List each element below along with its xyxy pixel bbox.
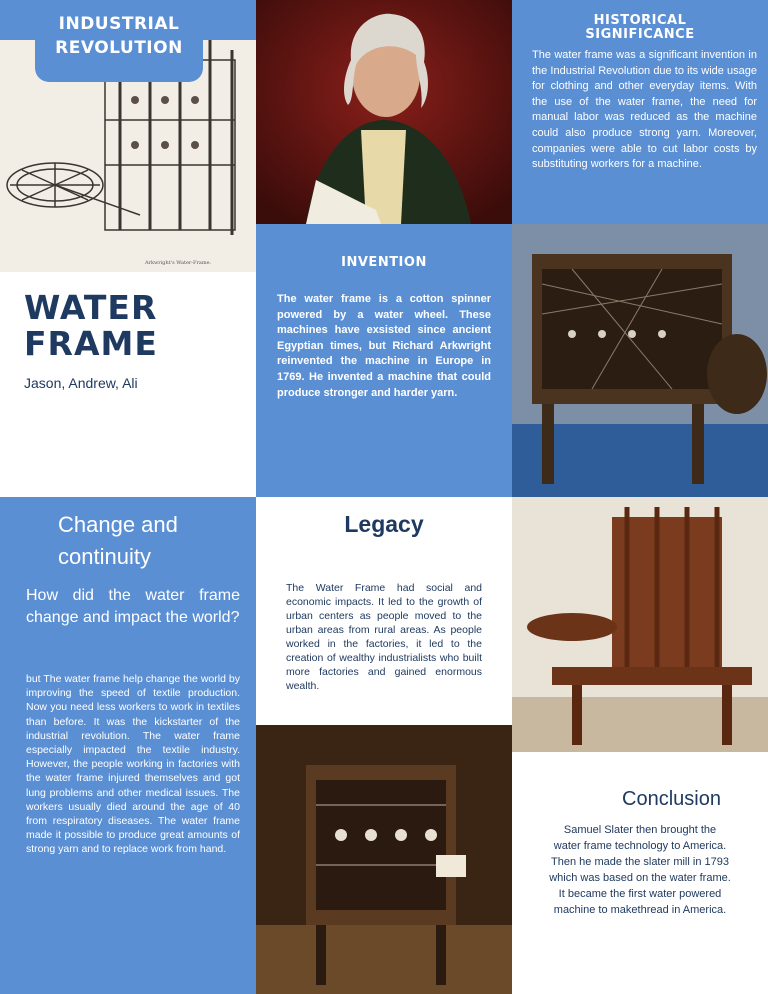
wooden-machine-photo	[512, 224, 768, 497]
arkwright-portrait	[256, 0, 512, 224]
engraving-caption: Arkwright's Water-Frame.	[145, 260, 212, 266]
invention-body: The water frame is a cotton spinner powered by a water wheel. These machines have exsisted since ancient Egyptian times, but Richard Arkwright reinvented the machine in Europe in 1769. He invented a machine that could produce stronger and harder yarn.	[277, 293, 491, 399]
main-title	[24, 290, 158, 362]
historical-body: The water frame was a significant invention in the Industrial Revolution due to its wide usage for clothing and other everyday items. With the use of the water frame, the need for manual labor was reduced as the machine could also produce strong yarn. Moreover, companies were able to cut labor costs by substituting workers for a machine.	[532, 49, 757, 171]
main-title-line-2: FRAME	[24, 324, 158, 363]
conclusion-block	[512, 752, 768, 994]
historical-heading-2: SIGNIFICANCE	[585, 27, 695, 42]
authors: Jason, Andrew, Ali	[24, 375, 138, 391]
conclusion-line: It became the first water powered	[558, 888, 722, 900]
historical-block	[512, 0, 768, 224]
conclusion-line: which was based on the water frame.	[549, 872, 731, 884]
change-block	[0, 497, 256, 994]
historical-heading-1: HISTORICAL	[593, 13, 687, 28]
main-title-line-1: WATER	[24, 288, 158, 327]
conclusion-heading: Conclusion	[622, 788, 721, 810]
main-title-block	[0, 272, 256, 497]
title-line-1: INDUSTRIAL	[58, 14, 180, 34]
conclusion-body	[512, 822, 768, 918]
invention-heading: INVENTION	[341, 255, 427, 270]
portrait-image	[256, 0, 512, 224]
change-heading-1: Change and	[58, 512, 178, 537]
machine-photo-3	[256, 725, 512, 994]
change-heading	[58, 509, 178, 573]
legacy-body: The Water Frame had social and economic impacts. It led to the growth of urban centers as people moved to the urban areas from rural areas. As people worked in the factories, it led to the creation of wealthy industrialists who built more factories and gained enormous wealth.	[286, 582, 482, 692]
historical-heading	[512, 14, 768, 42]
change-body: but The water frame help change the world by improving the speed of textile production. Now you need less workers to work in textiles than before. It was the kickstarter of the industrial revolution. The water frame especially impacted the textile industry. However, the people working in factories with the water frame injured themselves and got lung problems and other medical issues. The workers usually died around the age of 40 from respiratory diseases. The water frame made it possible to produce great amounts of strong yarn and to replace work from hand.	[26, 673, 240, 856]
title-line-2: REVOLUTION	[55, 38, 183, 58]
legacy-heading: Legacy	[344, 511, 424, 537]
change-heading-2: continuity	[58, 544, 151, 569]
conclusion-line: machine to makethread in America.	[553, 904, 727, 916]
museum-machine-photo	[256, 725, 512, 994]
legacy-block	[256, 497, 512, 725]
machine-photo-2	[512, 497, 768, 752]
title-tab-text	[40, 12, 198, 60]
conclusion-line: water frame technology to America.	[553, 840, 727, 852]
conclusion-line: Then he made the slater mill in 1793	[551, 856, 729, 868]
invention-block	[256, 224, 512, 497]
spinning-machine-photo	[512, 497, 768, 752]
change-question: How did the water frame change and impact the world?	[26, 587, 240, 626]
conclusion-line: Samuel Slater then brought the	[563, 824, 717, 836]
machine-photo-1	[512, 224, 768, 497]
